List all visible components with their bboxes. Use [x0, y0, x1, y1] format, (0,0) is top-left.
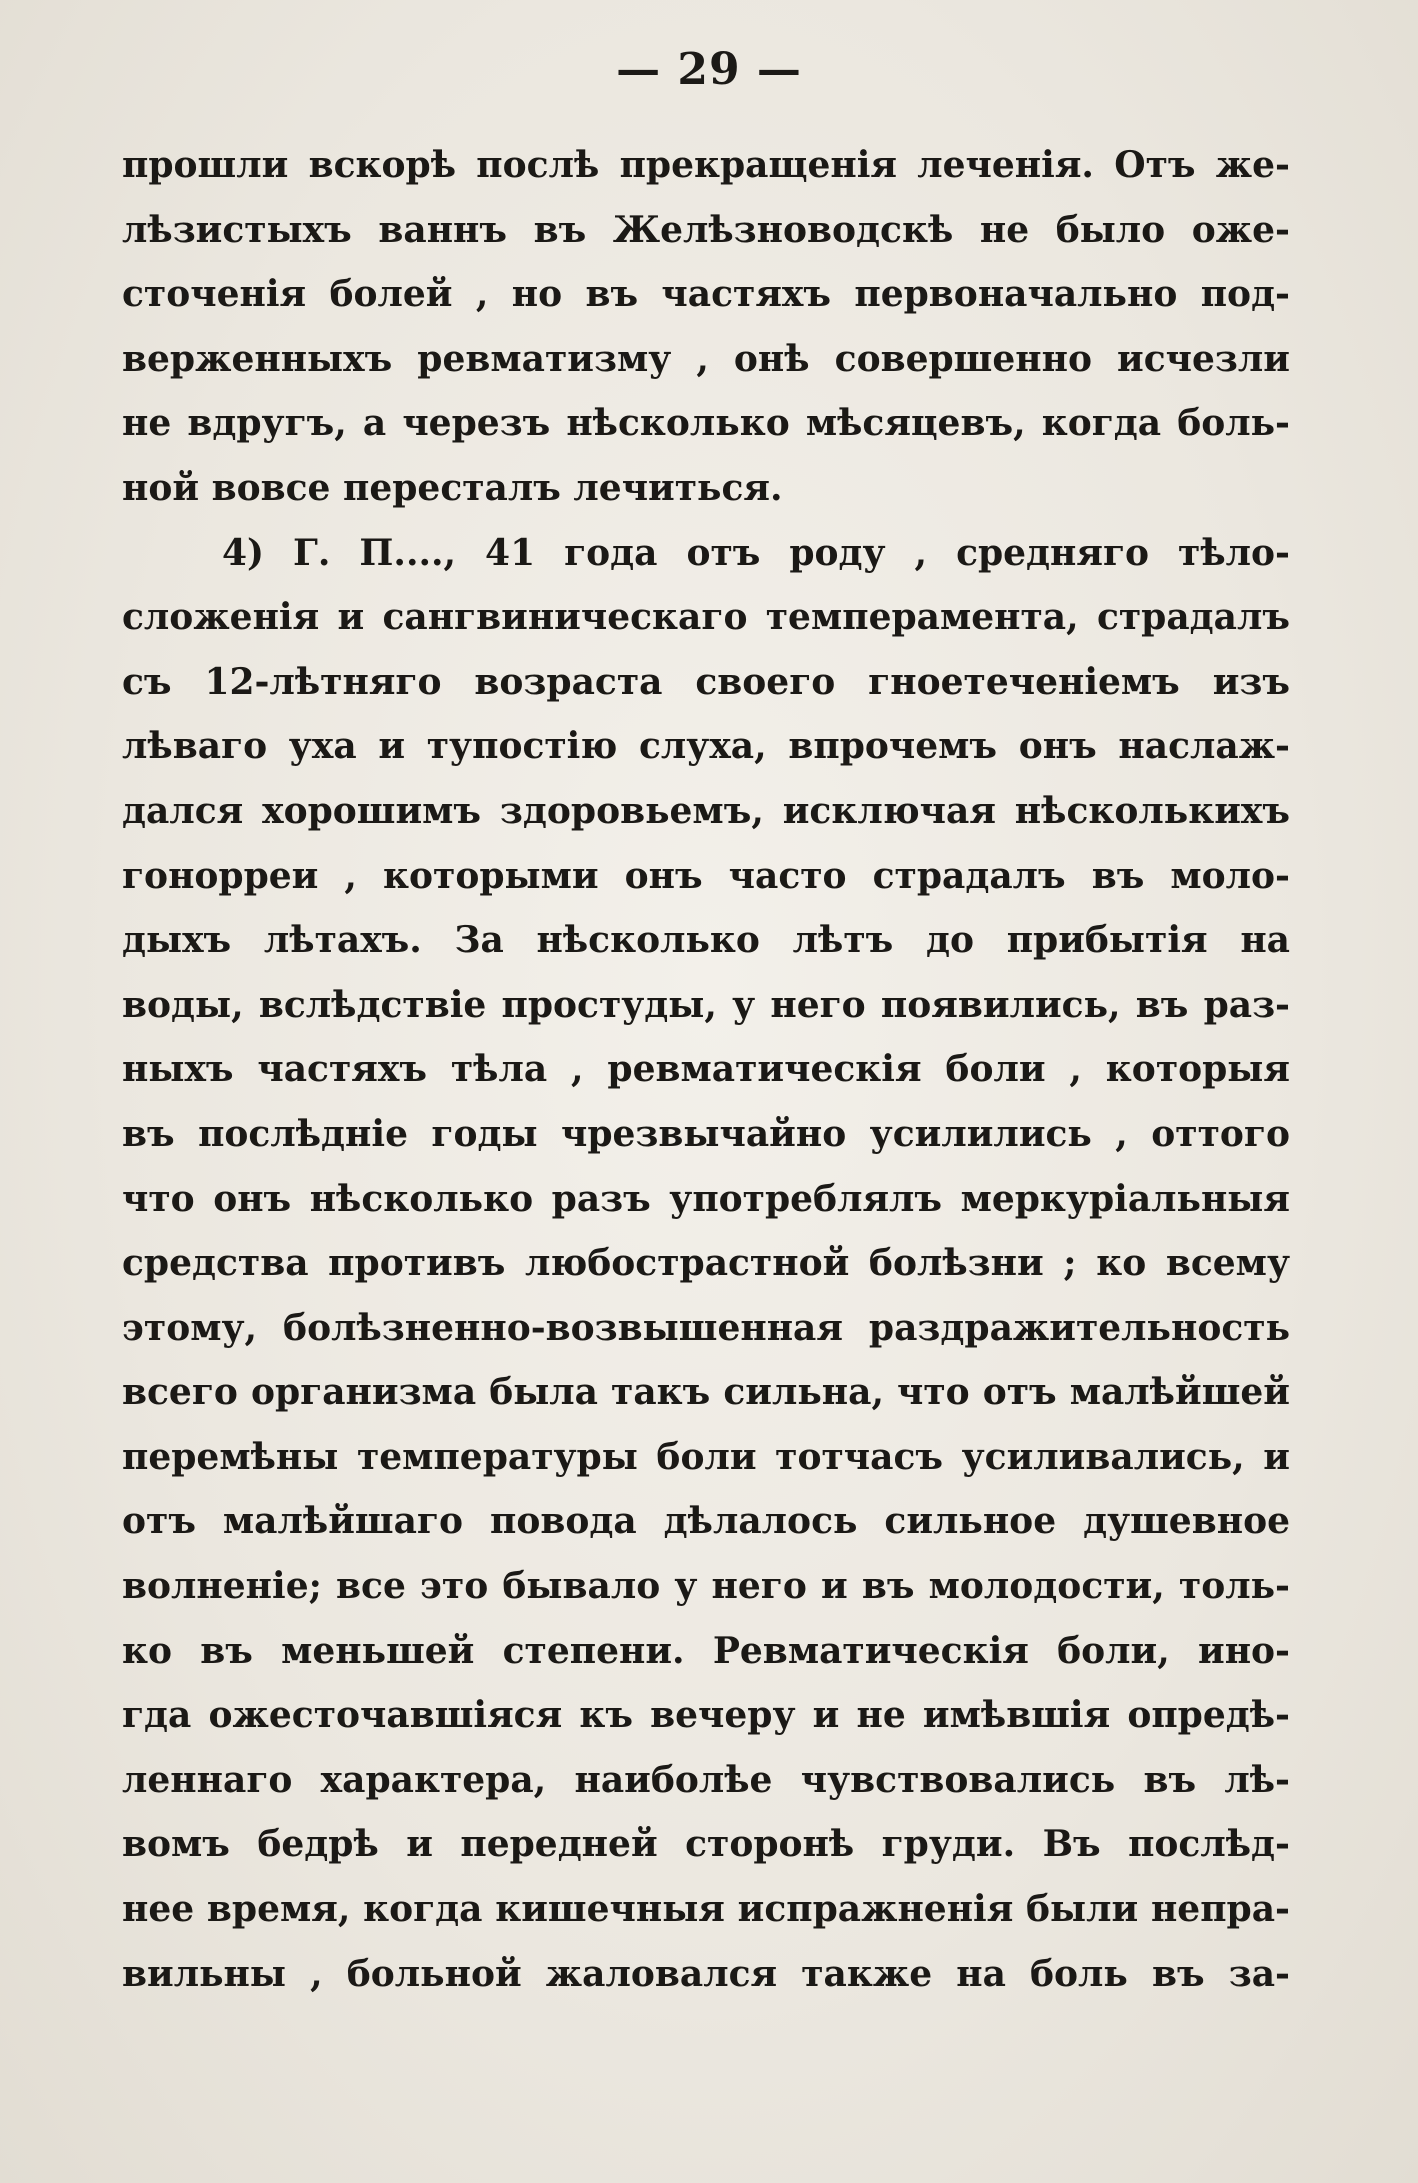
text-line: гонорреи , которыми онъ часто страдалъ въ моло- [122, 854, 1290, 897]
text-line: лѣваго уха и тупостію слуха, впрочемъ онъ наслаж- [122, 725, 1290, 768]
body-text [122, 133, 1290, 2006]
text-line: верженныхъ ревматизму , онѣ совершенно исчезли [122, 337, 1290, 380]
text-line: что онъ нѣсколько разъ употреблялъ меркуріальныя [122, 1177, 1290, 1220]
text-line: ныхъ частяхъ тѣла , ревматическія боли , которыя [122, 1048, 1290, 1091]
text-line: лѣзистыхъ ваннъ въ Желѣзноводскѣ не было оже- [122, 208, 1290, 251]
text-line: съ 12-лѣтняго возраста своего гноетеченіемъ изъ [122, 660, 1290, 703]
text-line: сточенія болей , но въ частяхъ первоначально под- [122, 273, 1290, 316]
text-line: прошли вскорѣ послѣ прекращенія леченія. Отъ же- [122, 144, 1290, 186]
text-line: гда ожесточавшіяся къ вечеру и не имѣвшія опредѣ- [122, 1694, 1290, 1737]
page-number: — 29 — [616, 44, 802, 95]
text-line: сложенія и сангвиническаго темперамента, страдалъ [122, 596, 1290, 639]
paragraph-start-line: 4) Г. П...., 41 года отъ роду , средняго тѣло- [222, 531, 1290, 574]
text-line: въ послѣдніе годы чрезвычайно усилились , оттого [122, 1112, 1290, 1155]
text-line: вомъ бедрѣ и передней сторонѣ груди. Въ послѣд- [122, 1823, 1290, 1866]
text-line: ко въ меньшей степени. Ревматическія боли, ино- [122, 1629, 1290, 1672]
text-line: ной вовсе пересталъ лечиться. [122, 466, 783, 509]
text-line: дыхъ лѣтахъ. За нѣсколько лѣтъ до прибытія на [122, 919, 1290, 962]
text-line: этому, болѣзненно-возвышенная раздражительность [122, 1306, 1290, 1349]
text-line: не вдругъ, а черезъ нѣсколько мѣсяцевъ, когда боль- [122, 402, 1290, 445]
text-line: отъ малѣйшаго повода дѣлалось сильное душевное [122, 1500, 1290, 1543]
text-line: воды, вслѣдствіе простуды, у него появились, въ раз- [122, 983, 1290, 1026]
text-line: вильны , больной жаловался также на боль въ за- [122, 1952, 1290, 1995]
text-line: средства противъ любострастной болѣзни ; ко всему [122, 1242, 1290, 1285]
text-line: перемѣны температуры боли тотчасъ усиливались, и [122, 1435, 1290, 1478]
text-line: всего организма была такъ сильна, что отъ малѣйшей [122, 1371, 1290, 1414]
text-line: нее время, когда кишечныя испражненія были непра- [122, 1888, 1290, 1931]
text-line: леннаго характера, наиболѣе чувствовались въ лѣ- [122, 1758, 1290, 1801]
text-line: волненіе; все это бывало у него и въ молодости, толь- [122, 1565, 1290, 1608]
text-line: дался хорошимъ здоровьемъ, исключая нѣсколькихъ [122, 789, 1290, 832]
